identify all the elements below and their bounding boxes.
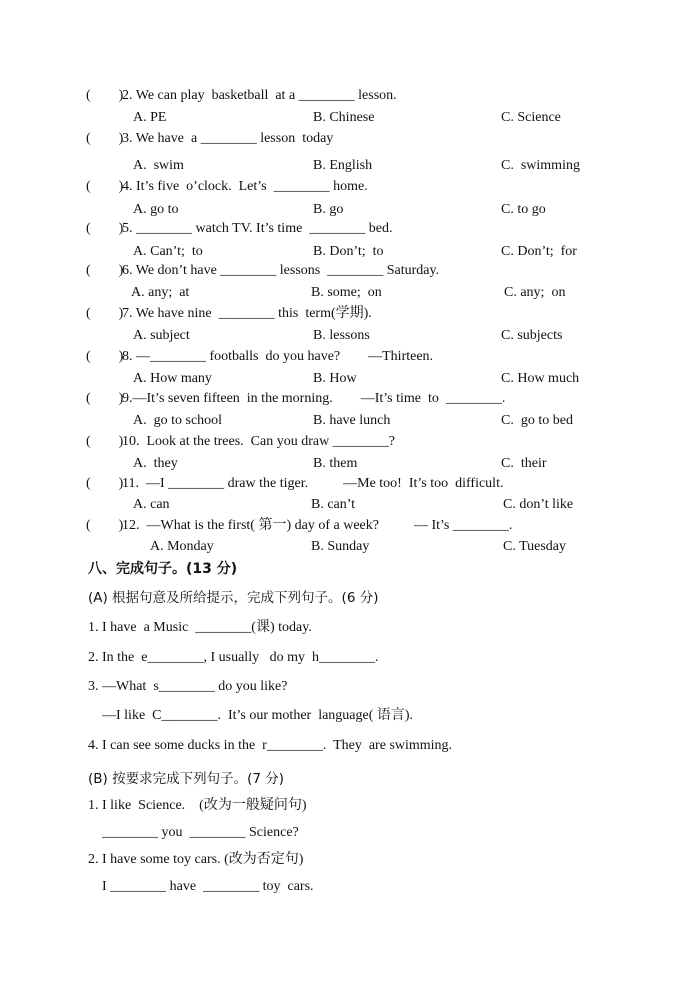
- option-c: C. go to bed: [501, 413, 573, 428]
- option-c: C. swimming: [501, 158, 580, 173]
- question-text: 10. Look at the trees. Can you draw ________?: [122, 434, 395, 449]
- rewrite-sentence: I ________ have ________ toy cars.: [88, 879, 314, 894]
- option-c: C. subjects: [501, 328, 563, 343]
- option-c: C. their: [501, 456, 547, 471]
- answer-bracket: ( ): [86, 88, 124, 103]
- part-a-title: (A) 根据句意及所给提示，完成下列句子。(6 分): [88, 590, 379, 606]
- fill-sentence: 4. I can see some ducks in the r________. They are swimming.: [88, 738, 453, 753]
- option-a: A. subject: [133, 328, 190, 343]
- fill-sentence: 1. I have a Music ________(课) today.: [88, 620, 312, 635]
- question-text: 8. —________ footballs do you have? —Thirteen.: [122, 349, 434, 364]
- option-b: B. How: [313, 371, 357, 386]
- option-b: B. English: [313, 158, 373, 173]
- option-a: A. swim: [133, 158, 184, 173]
- option-b: B. have lunch: [313, 413, 391, 428]
- option-c: C. How much: [501, 371, 580, 386]
- option-a: A. PE: [133, 110, 167, 125]
- option-c: C. Science: [501, 110, 561, 125]
- option-a: A. any; at: [131, 285, 190, 300]
- question-text: 11. —I ________ draw the tiger. —Me too! It’s too difficult.: [122, 476, 504, 491]
- option-c: C. Don’t; for: [501, 244, 577, 259]
- answer-bracket: ( ): [86, 263, 124, 278]
- question-text: 9.—It’s seven fifteen in the morning. —It’s time to ________.: [122, 391, 506, 406]
- question-text: 3. We have a ________ lesson today: [122, 131, 334, 146]
- answer-bracket: ( ): [86, 391, 124, 406]
- rewrite-sentence: ________ you ________ Science?: [88, 825, 299, 840]
- answer-bracket: ( ): [86, 179, 124, 194]
- option-c: C. don’t like: [503, 497, 574, 512]
- rewrite-sentence: 1. I like Science. (改为一般疑问句): [88, 798, 307, 813]
- question-text: 2. We can play basketball at a ________ lesson.: [122, 88, 397, 103]
- fill-sentence: 3. —What s________ do you like?: [88, 679, 288, 694]
- answer-bracket: ( ): [86, 518, 124, 533]
- option-b: B. some; on: [311, 285, 382, 300]
- question-text: 4. It’s five o’clock. Let’s ________ home.: [122, 179, 368, 194]
- answer-bracket: ( ): [86, 221, 124, 236]
- option-a: A. go to school: [133, 413, 223, 428]
- option-b: B. Chinese: [313, 110, 375, 125]
- option-b: B. lessons: [313, 328, 370, 343]
- option-b: B. go: [313, 202, 344, 217]
- answer-bracket: ( ): [86, 306, 124, 321]
- answer-bracket: ( ): [86, 476, 124, 491]
- option-a: A. Can’t; to: [133, 244, 203, 259]
- option-c: C. to go: [501, 202, 546, 217]
- rewrite-sentence: 2. I have some toy cars. (改为否定句): [88, 852, 304, 867]
- part-b-title: (B) 按要求完成下列句子。(7 分): [88, 771, 285, 787]
- question-text: 6. We don’t have ________ lessons ________ Saturday.: [122, 263, 440, 278]
- fill-sentence: —I like C________. It’s our mother language( 语言).: [88, 708, 414, 723]
- option-c: C. Tuesday: [503, 539, 567, 554]
- answer-bracket: ( ): [86, 131, 124, 146]
- answer-bracket: ( ): [86, 434, 124, 449]
- option-b: B. can’t: [311, 497, 356, 512]
- option-a: A. can: [133, 497, 170, 512]
- option-a: A. they: [133, 456, 178, 471]
- question-text: 5. ________ watch TV. It’s time ________ bed.: [122, 221, 393, 236]
- option-a: A. go to: [133, 202, 179, 217]
- question-text: 12. —What is the first( 第一) day of a week? — It’s ________.: [122, 518, 513, 533]
- option-b: B. them: [313, 456, 358, 471]
- option-a: A. Monday: [150, 539, 214, 554]
- question-text: 7. We have nine ________ this term(学期).: [122, 306, 372, 321]
- section-title: 八、完成句子。(13 分): [88, 561, 238, 577]
- option-b: B. Sunday: [311, 539, 370, 554]
- option-a: A. How many: [133, 371, 212, 386]
- option-b: B. Don’t; to: [313, 244, 384, 259]
- fill-sentence: 2. In the e________, I usually do my h________.: [88, 650, 379, 665]
- option-c: C. any; on: [504, 285, 566, 300]
- answer-bracket: ( ): [86, 349, 124, 364]
